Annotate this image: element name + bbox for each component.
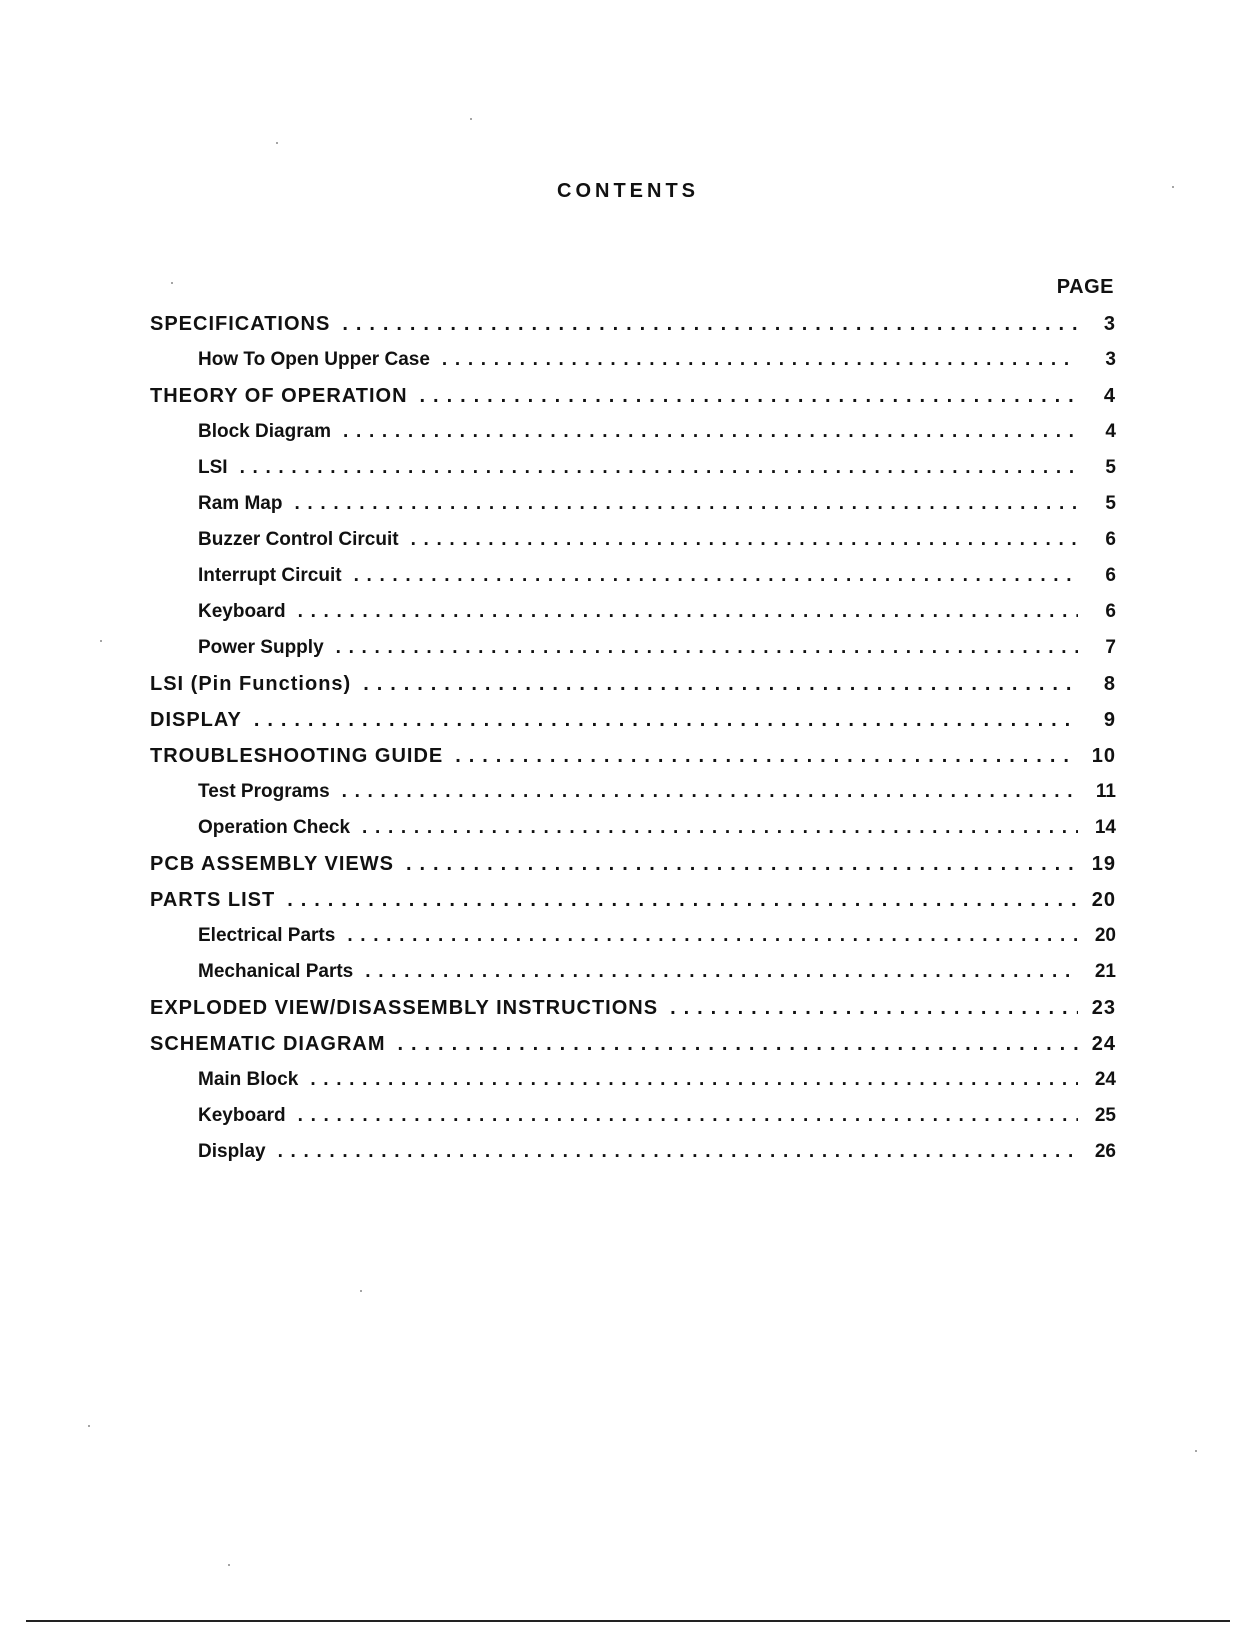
toc-entry-label: Ram Map bbox=[198, 493, 283, 514]
dot-leader bbox=[343, 414, 1078, 450]
dot-leader bbox=[254, 702, 1078, 738]
toc-entry-label: SCHEMATIC DIAGRAM bbox=[150, 1033, 386, 1055]
toc-entry-keyboard-schematic bbox=[150, 1098, 1116, 1134]
toc-entry-page: 6 bbox=[1105, 529, 1116, 550]
toc-entry-electrical-parts bbox=[150, 918, 1116, 954]
toc-entry-page: 9 bbox=[1103, 709, 1116, 731]
toc-entry-page: 20 bbox=[1094, 925, 1116, 946]
toc-entry-troubleshooting-guide bbox=[150, 738, 1116, 774]
toc-entry-page: 4 bbox=[1103, 385, 1116, 407]
toc-entry-label: EXPLODED VIEW/DISASSEMBLY INSTRUCTIONS bbox=[150, 997, 659, 1019]
dot-leader bbox=[294, 486, 1078, 522]
dot-leader bbox=[455, 738, 1078, 774]
table-of-contents bbox=[150, 306, 1116, 1170]
toc-entry-label: TROUBLESHOOTING GUIDE bbox=[150, 745, 444, 767]
dot-leader bbox=[342, 306, 1078, 342]
toc-entry-label: Power Supply bbox=[198, 637, 324, 658]
toc-entry-page: 3 bbox=[1105, 349, 1116, 370]
dot-leader bbox=[240, 450, 1078, 486]
toc-entry-page: 3 bbox=[1103, 313, 1116, 335]
dot-leader bbox=[398, 1026, 1078, 1062]
toc-entry-label: LSI bbox=[198, 457, 228, 478]
toc-entry-theory-of-operation bbox=[150, 378, 1116, 414]
toc-entry-main-block bbox=[150, 1062, 1116, 1098]
scan-speck bbox=[228, 1564, 230, 1566]
toc-entry-power-supply bbox=[150, 630, 1116, 666]
toc-entry-page: 5 bbox=[1105, 493, 1116, 514]
toc-entry-page: 19 bbox=[1091, 853, 1116, 875]
dot-leader bbox=[442, 342, 1078, 378]
scan-speck bbox=[100, 640, 102, 642]
toc-entry-interrupt-circuit bbox=[150, 558, 1116, 594]
dot-leader bbox=[298, 594, 1078, 630]
dot-leader bbox=[406, 846, 1078, 882]
toc-entry-page: 6 bbox=[1105, 565, 1116, 586]
toc-entry-page: 23 bbox=[1091, 997, 1116, 1019]
toc-entry-page: 24 bbox=[1094, 1069, 1116, 1090]
page-column-header: PAGE bbox=[1056, 276, 1114, 298]
toc-entry-label: Interrupt Circuit bbox=[198, 565, 342, 586]
toc-entry-label: Operation Check bbox=[198, 817, 351, 838]
dot-leader bbox=[411, 522, 1078, 558]
toc-entry-label: THEORY OF OPERATION bbox=[150, 385, 408, 407]
toc-entry-keyboard bbox=[150, 594, 1116, 630]
toc-entry-label: PCB ASSEMBLY VIEWS bbox=[150, 853, 394, 875]
toc-entry-page: 21 bbox=[1094, 961, 1116, 982]
toc-entry-page: 11 bbox=[1095, 781, 1116, 802]
toc-entry-how-to-open-upper-case bbox=[150, 342, 1116, 378]
toc-entry-page: 6 bbox=[1105, 601, 1116, 622]
toc-entry-label: Main Block bbox=[198, 1069, 299, 1090]
dot-leader bbox=[310, 1062, 1078, 1098]
scan-speck bbox=[1195, 1450, 1197, 1452]
toc-entry-label: Keyboard bbox=[198, 1105, 286, 1126]
toc-entry-page: 20 bbox=[1091, 889, 1116, 911]
toc-entry-specifications bbox=[150, 306, 1116, 342]
scan-speck bbox=[276, 142, 278, 144]
toc-entry-exploded-view bbox=[150, 990, 1116, 1026]
toc-entry-page: 14 bbox=[1094, 817, 1116, 838]
dot-leader bbox=[354, 558, 1078, 594]
toc-entry-block-diagram bbox=[150, 414, 1116, 450]
toc-entry-page: 5 bbox=[1105, 457, 1116, 478]
toc-entry-page: 24 bbox=[1091, 1033, 1116, 1055]
scan-speck bbox=[88, 1425, 90, 1427]
toc-entry-page: 26 bbox=[1094, 1141, 1116, 1162]
toc-entry-label: SPECIFICATIONS bbox=[150, 313, 331, 335]
toc-entry-ram-map bbox=[150, 486, 1116, 522]
toc-entry-mechanical-parts bbox=[150, 954, 1116, 990]
toc-entry-test-programs bbox=[150, 774, 1116, 810]
dot-leader bbox=[278, 1134, 1078, 1170]
toc-entry-display-schematic bbox=[150, 1134, 1116, 1170]
toc-entry-lsi bbox=[150, 450, 1116, 486]
toc-entry-page: 25 bbox=[1094, 1105, 1116, 1126]
dot-leader bbox=[347, 918, 1078, 954]
toc-entry-label: How To Open Upper Case bbox=[198, 349, 430, 370]
dot-leader bbox=[362, 810, 1078, 846]
dot-leader bbox=[287, 882, 1078, 918]
scan-speck bbox=[360, 1290, 362, 1292]
toc-entry-schematic-diagram bbox=[150, 1026, 1116, 1062]
dot-leader bbox=[420, 378, 1078, 414]
toc-entry-pcb-assembly-views bbox=[150, 846, 1116, 882]
toc-entry-label: Mechanical Parts bbox=[198, 961, 354, 982]
dot-leader bbox=[336, 630, 1078, 666]
toc-entry-buzzer-control-circuit bbox=[150, 522, 1116, 558]
bottom-rule bbox=[26, 1620, 1230, 1622]
toc-entry-page: 7 bbox=[1105, 637, 1116, 658]
toc-entry-label: Block Diagram bbox=[198, 421, 332, 442]
scan-speck bbox=[171, 282, 173, 284]
dot-leader bbox=[670, 990, 1078, 1026]
toc-entry-page: 8 bbox=[1103, 673, 1116, 695]
dot-leader bbox=[342, 774, 1078, 810]
toc-entry-label: PARTS LIST bbox=[150, 889, 276, 911]
toc-entry-lsi-pin-functions bbox=[150, 666, 1116, 702]
toc-entry-label: DISPLAY bbox=[150, 709, 242, 731]
toc-entry-label: Display bbox=[198, 1141, 266, 1162]
toc-entry-page: 10 bbox=[1091, 745, 1116, 767]
toc-entry-label: LSI (Pin Functions) bbox=[150, 673, 352, 695]
dot-leader bbox=[298, 1098, 1078, 1134]
toc-entry-operation-check bbox=[150, 810, 1116, 846]
toc-entry-label: Test Programs bbox=[198, 781, 330, 802]
toc-entry-label: Electrical Parts bbox=[198, 925, 336, 946]
scan-speck bbox=[470, 118, 472, 120]
toc-entry-label: Keyboard bbox=[198, 601, 286, 622]
dot-leader bbox=[363, 666, 1078, 702]
toc-entry-parts-list bbox=[150, 882, 1116, 918]
dot-leader bbox=[365, 954, 1078, 990]
page-title: CONTENTS bbox=[557, 180, 699, 202]
toc-entry-label: Buzzer Control Circuit bbox=[198, 529, 399, 550]
toc-entry-display bbox=[150, 702, 1116, 738]
scan-speck bbox=[1172, 186, 1174, 188]
toc-entry-page: 4 bbox=[1105, 421, 1116, 442]
